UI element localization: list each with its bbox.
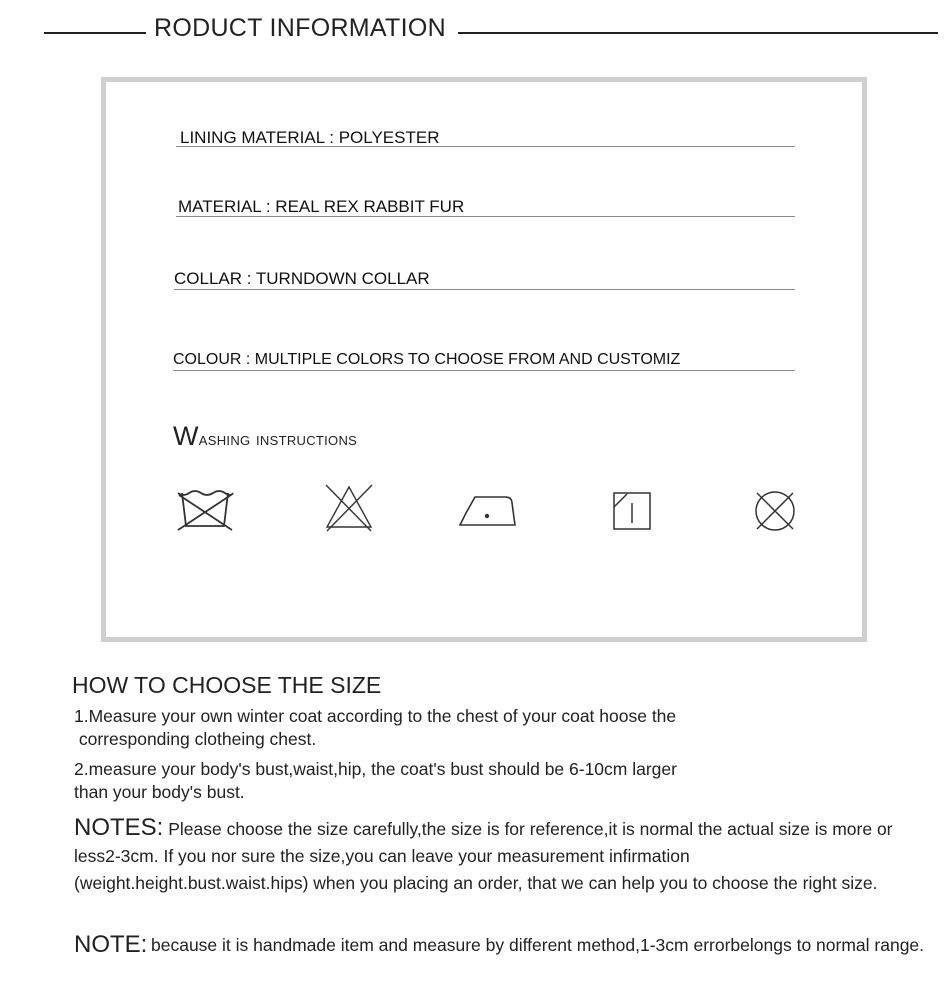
- iron-low-heat-icon: [457, 493, 517, 529]
- header-rule-right: [458, 32, 938, 34]
- notes-text: Please choose the size carefully,the size is for reference,it is normal the actual size is more or less2-3cm. If you nor sure the size,you can leave your measurement infirmation (weight.height.bust.waist.hips) when you placing an order, that we can help you to choose the right size.: [74, 819, 893, 893]
- do-not-dry-clean-icon: [753, 489, 797, 533]
- material-field: MATERIAL : REAL REX RABBIT FUR: [178, 197, 465, 216]
- do-not-wash-icon: [174, 488, 236, 532]
- collar-underline: [174, 289, 795, 290]
- page-title: RODUCT INFORMATION: [154, 14, 446, 42]
- size-notes: [74, 814, 919, 897]
- note-text: because it is handmade item and measure by different method,1-3cm errorbelongs to normal range.: [151, 935, 925, 955]
- colour-field: COLOUR : MULTIPLE COLORS TO CHOOSE FROM AND CUSTOMIZ: [173, 351, 681, 368]
- material-underline: [176, 216, 795, 217]
- colour-underline: [173, 370, 795, 371]
- washing-instructions-title: Washing instructions: [173, 421, 358, 451]
- size-step-2: [74, 758, 834, 804]
- notes-label: NOTES:: [74, 814, 164, 841]
- collar-field: COLLAR : TURNDOWN COLLAR: [174, 269, 430, 288]
- size-step-1-line-1: 1.Measure your own winter coat according to the chest of your coat hoose the: [74, 706, 677, 726]
- size-step-1: [74, 705, 834, 751]
- lining-material-field: LINING MATERIAL : POLYESTER: [180, 128, 440, 147]
- lining-material-underline: [176, 146, 795, 147]
- header-rule-left: [44, 32, 146, 34]
- do-not-bleach-icon: [323, 481, 375, 533]
- size-guide-title: HOW TO CHOOSE THE SIZE: [72, 672, 382, 698]
- size-step-1-line-2: corresponding clotheing chest.: [74, 729, 317, 749]
- drip-dry-icon: [612, 491, 652, 531]
- note-label: NOTE:: [74, 931, 148, 958]
- size-step-2-line-1: 2.measure your body's bust,waist,hip, the coat's bust should be 6-10cm larger: [74, 759, 677, 779]
- size-step-2-line-2: than your body's bust.: [74, 782, 245, 802]
